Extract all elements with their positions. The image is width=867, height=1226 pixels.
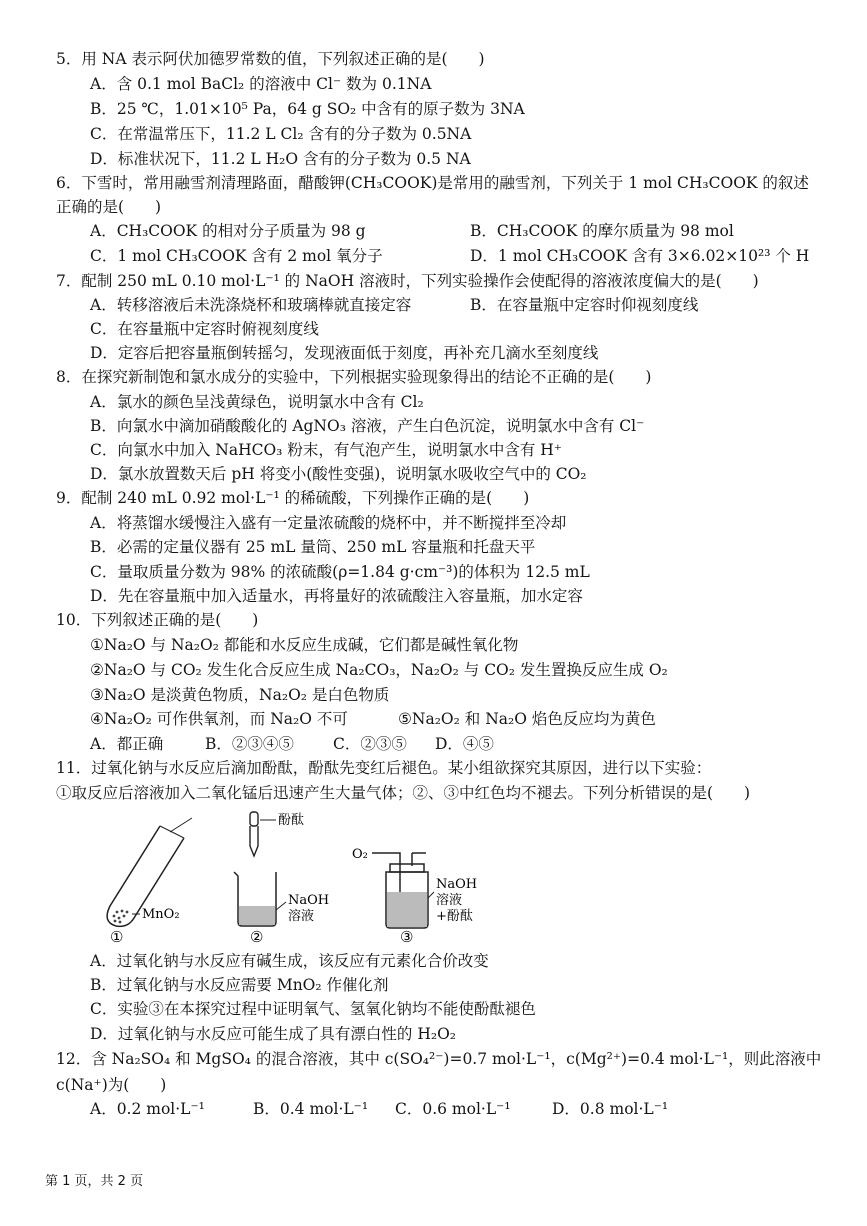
q6-option-b: B．CH₃COOK 的摩尔质量为 98 mol (470, 222, 734, 240)
q11-stem-line2: ①取反应后溶液加入二氧化锰后迅速产生大量气体；②、③中红色均不褪去。下列分析错误的是( ) (56, 784, 751, 802)
q9-option-b: B．必需的定量仪器有 25 mL 量筒、250 mL 容量瓶和托盘天平 (90, 538, 536, 556)
q10-statement-3: ③Na₂O 是淡黄色物质，Na₂O₂ 是白色物质 (90, 686, 390, 704)
q8-option-c: C．向氯水中加入 NaHCO₃ 粉末，有气泡产生，说明氯水中含有 H⁺ (90, 441, 562, 459)
naoh-label-line2: 溶液 (288, 909, 315, 924)
q10-statement-5: ⑤Na₂O₂ 和 Na₂O 焰色反应均为黄色 (398, 710, 656, 728)
naoh3-label-line3: +酚酞 (436, 909, 473, 924)
q5-option-d: D．标准状况下，11.2 L H₂O 含有的分子数为 0.5 NA (90, 150, 471, 168)
q11-option-c: C．实验③在本探究过程中证明氧气、氢氧化钠均不能使酚酞褪色 (90, 1000, 536, 1018)
dropper (250, 812, 258, 856)
naoh3-label-line2: 溶液 (436, 893, 463, 908)
experiment-figure (100, 806, 520, 948)
q9-stem: 9．配制 240 mL 0.92 mol·L⁻¹ 的稀硫酸，下列操作正确的是( ) (56, 489, 530, 507)
naoh-label-line1: NaOH (288, 893, 330, 908)
q8-option-a: A．氯水的颜色呈浅黄绿色，说明氯水中含有 Cl₂ (90, 393, 424, 411)
q8-stem: 8．在探究新制饱和氯水成分的实验中，下列根据实验现象得出的结论不正确的是( ) (56, 368, 652, 386)
q5-stem: 5．用 NA 表示阿伏加德罗常数的值，下列叙述正确的是( ) (56, 50, 485, 68)
q7-option-a: A．转移溶液后未洗涤烧杯和玻璃棒就直接定容 (90, 296, 412, 314)
q9-option-d: D．先在容量瓶中加入适量水，再将量好的浓硫酸注入容量瓶，加水定容 (90, 587, 583, 605)
figure-label-1: ① (110, 928, 124, 946)
q12-option-c: C．0.6 mol·L⁻¹ (395, 1100, 511, 1118)
q9-option-c: C．量取质量分数为 98% 的浓硫酸(ρ=1.84 g·cm⁻³)的体积为 12.5 mL (90, 563, 590, 581)
mno2-powder (113, 910, 129, 924)
page-footer: 第 1 页，共 2 页 (45, 1174, 144, 1189)
q11-option-b: B．过氧化钠与水反应需要 MnO₂ 作催化剂 (90, 976, 389, 994)
q10-statement-4: ④Na₂O₂ 可作供氧剂，而 Na₂O 不可 (90, 710, 348, 728)
figure-label-3: ③ (400, 928, 414, 946)
q10-option-d: D．④⑤ (435, 735, 494, 753)
q10-statement-1: ①Na₂O 与 Na₂O₂ 都能和水反应生成碱，它们都是碱性氧化物 (90, 636, 519, 654)
q11-option-d: D．过氧化钠与水反应可能生成了具有漂白性的 H₂O₂ (90, 1025, 457, 1043)
q8-option-b: B．向氯水中滴加硝酸酸化的 AgNO₃ 溶液，产生白色沉淀，说明氯水中含有 Cl⁻ (90, 417, 645, 435)
q5-option-c: C．在常温常压下，11.2 L Cl₂ 含有的分子数为 0.5NA (90, 125, 472, 143)
q11-stem-line1: 11．过氧化钠与水反应后滴加酚酞，酚酞先变红后褪色。某小组欲探究其原因，进行以下实验： (56, 759, 712, 777)
q7-option-b: B．在容量瓶中定容时仰视刻度线 (470, 296, 699, 314)
q6-option-c: C．1 mol CH₃COOK 含有 2 mol 氧分子 (90, 247, 383, 265)
phenolphthalein-label: 酚酞 (278, 813, 305, 828)
q10-stem: 10．下列叙述正确的是( ) (56, 611, 259, 629)
q6-option-d: D．1 mol CH₃COOK 含有 3×6.02×10²³ 个 H (470, 247, 810, 265)
figure-label-2: ② (250, 928, 264, 946)
q6-stem-line2: 正确的是( ) (56, 198, 162, 216)
beaker-solution (239, 906, 275, 925)
q10-option-a: A．都正确 (90, 735, 164, 753)
q10-statement-2: ②Na₂O 与 CO₂ 发生化合反应生成 Na₂CO₃，Na₂O₂ 与 CO₂ 发生置换反应生成 O₂ (90, 661, 668, 679)
q11-option-a: A．过氧化钠与水反应有碱生成，该反应有元素化合价改变 (90, 952, 489, 970)
q10-option-c: C．②③⑤ (333, 735, 407, 753)
q6-stem-line1: 6．下雪时，常用融雪剂清理路面，醋酸钾(CH₃COOK)是常用的融雪剂，下列关于 1 mol CH₃COOK 的叙述 (56, 174, 809, 192)
q12-option-d: D．0.8 mol·L⁻¹ (552, 1100, 669, 1118)
bottle-solution (387, 892, 427, 927)
q9-option-a: A．将蒸馏水缓慢注入盛有一定量浓硫酸的烧杯中，并不断搅拌至冷却 (90, 514, 567, 532)
q5-option-b: B．25 ℃，1.01×10⁵ Pa，64 g SO₂ 中含有的原子数为 3NA (90, 100, 525, 118)
q5-option-a: A．含 0.1 mol BaCl₂ 的溶液中 Cl⁻ 数为 0.1NA (90, 75, 432, 93)
q12-stem-line2: c(Na⁺)为( ) (56, 1076, 167, 1094)
mno2-label: MnO₂ (142, 907, 180, 922)
q6-option-a: A．CH₃COOK 的相对分子质量为 98 g (90, 222, 366, 240)
q12-option-a: A．0.2 mol·L⁻¹ (90, 1100, 205, 1118)
q12-option-b: B．0.4 mol·L⁻¹ (253, 1100, 369, 1118)
q7-stem: 7．配制 250 mL 0.10 mol·L⁻¹ 的 NaOH 溶液时，下列实验操作会使配得的溶液浓度偏大的是( ) (56, 272, 759, 290)
q12-stem-line1: 12．含 Na₂SO₄ 和 MgSO₄ 的混合溶液，其中 c(SO₄²⁻)=0.7 mol·L⁻¹，c(Mg²⁺)=0.4 mol·L⁻¹，则此溶液中 (56, 1050, 822, 1068)
oxygen-label: O₂ (352, 847, 368, 862)
q10-option-b: B．②③④⑤ (205, 735, 294, 753)
q7-option-c: C．在容量瓶中定容时俯视刻度线 (90, 320, 319, 338)
q8-option-d: D．氯水放置数天后 pH 将变小(酸性变强)，说明氯水吸收空气中的 CO₂ (90, 465, 587, 483)
naoh3-label-line1: NaOH (436, 877, 478, 892)
q7-option-d: D．定容后把容量瓶倒转摇匀，发现液面低于刻度，再补充几滴水至刻度线 (90, 344, 599, 362)
